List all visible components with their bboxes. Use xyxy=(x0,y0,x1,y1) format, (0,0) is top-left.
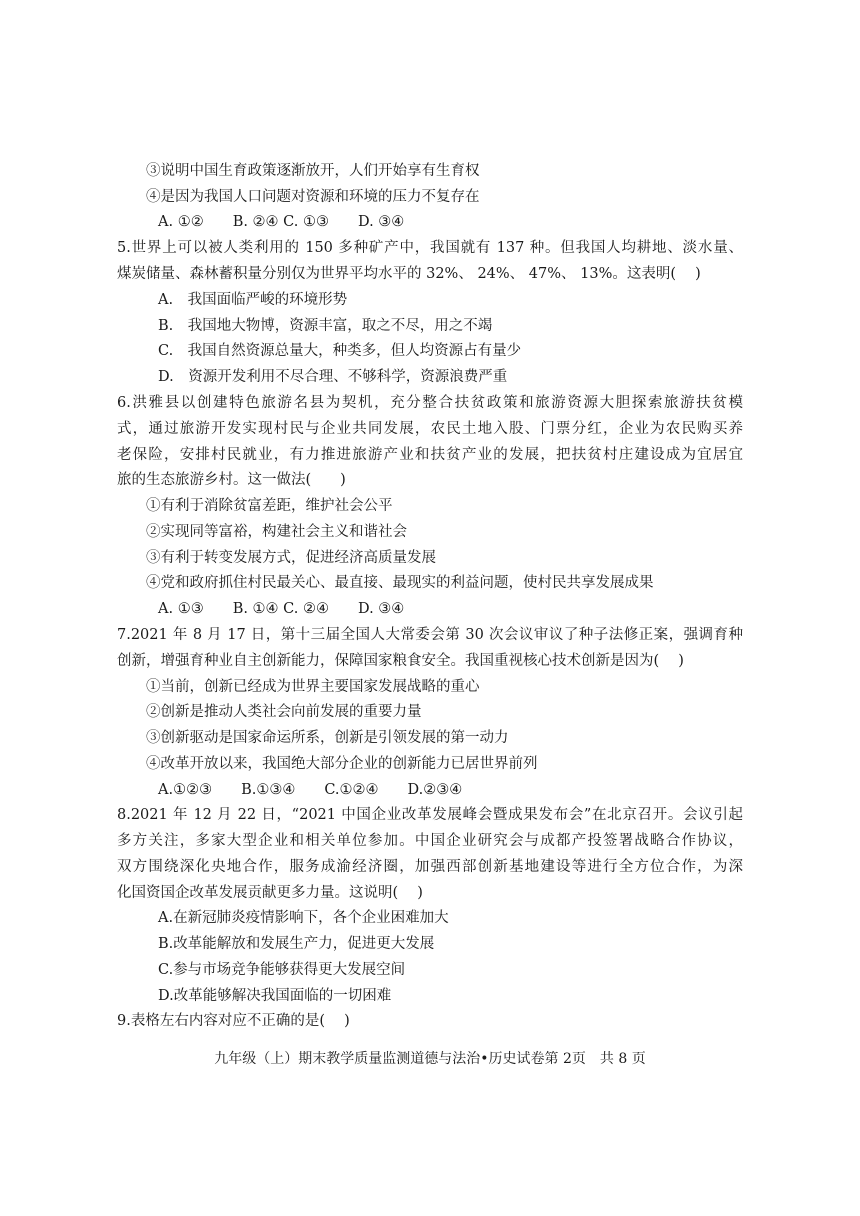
q7-options: A.①②③ B.①③④ C.①②④ D.②③④ xyxy=(158,782,463,798)
q8-option-c: C.参与市场竞争能够获得更大发展空间 xyxy=(158,962,406,978)
q7-stem-line-2: 创新，增强育种业自主创新能力，保障国家粮食安全。我国重视核心技术创新是因为( ) xyxy=(117,653,684,669)
q8-stem-line-2: 多方关注，多家大型企业和相关单位参加。中国企业研究会与成都产投签署战略合作协议， xyxy=(117,833,743,849)
q8-stem-line-3: 双方围绕深化央地合作，服务成渝经济圈，加强西部创新基地建设等进行全方位合作，为深 xyxy=(117,859,743,875)
q6-stem-line-4: 旅的生态旅游乡村。这一做法( ) xyxy=(117,472,346,488)
q7-stem-line-1: 7.2021 年 8 月 17 日，第十三届全国人大常委会第 30 次会议审议了种子法修正案，强调育种 xyxy=(117,627,743,643)
q8-option-b: B.改革能解放和发展生产力，促进更大发展 xyxy=(158,936,435,952)
q8-option-a: A.在新冠肺炎疫情影响下，各个企业困难加大 xyxy=(158,910,449,926)
q6-item-2: ②实现同等富裕，构建社会主义和谐社会 xyxy=(146,524,407,540)
q8-option-d: D.改革能够解决我国面临的一切困难 xyxy=(158,988,392,1004)
q8-stem-line-1: 8.2021 年 12 月 22 日，“2021 中国企业改革发展峰会暨成果发布会”在北京召开。会议引起 xyxy=(117,807,743,823)
q9-stem: 9.表格左右内容对应不正确的是( ) xyxy=(117,1013,350,1029)
q5-option-c: C. 我国自然资源总量大，种类多，但人均资源占有量少 xyxy=(158,343,522,359)
q5-stem-line-2: 煤炭储量、森林蓄积量分别仅为世界平均水平的 32%、 24%、 47%、 13%。这表明( ) xyxy=(117,266,701,282)
q5-option-a: A. 我国面临严峻的环境形势 xyxy=(158,292,348,308)
q5-option-d: D. 资源开发利用不尽合理、不够科学，资源浪费严重 xyxy=(158,369,508,385)
q6-stem-line-3: 老保险，安排村民就业，有力推进旅游产业和扶贫产业的发展，把扶贫村庄建设成为宜居宜 xyxy=(117,447,743,463)
q7-item-2: ②创新是推动人类社会向前发展的重要力量 xyxy=(146,704,422,720)
q6-item-3: ③有利于转变发展方式，促进经济高质量发展 xyxy=(146,550,436,566)
q5-option-b: B. 我国地大物博，资源丰富，取之不尽，用之不竭 xyxy=(158,318,493,334)
q6-stem-line-1: 6.洪雅县以创建特色旅游名县为契机，充分整合扶贫政策和旅游资源大胆探索旅游扶贫模 xyxy=(117,395,743,411)
page-footer: 九年级（上）期末教学质量监测道德与法治•历史试卷第 2页 共 8 页 xyxy=(214,1051,646,1067)
q6-options: A. ①③ B. ①④ C. ②④ D. ③④ xyxy=(158,601,405,617)
q7-item-3: ③创新驱动是国家命运所系，创新是引领发展的第一动力 xyxy=(146,730,509,746)
q7-item-4: ④改革开放以来，我国绝大部分企业的创新能力已居世界前列 xyxy=(146,756,538,772)
q6-item-4: ④党和政府抓住村民最关心、最直接、最现实的利益问题，使村民共享发展成果 xyxy=(146,575,654,591)
q5-stem-line-1: 5.世界上可以被人类利用的 150 多种矿产中，我国就有 137 种。但我国人均耕地、淡水量、 xyxy=(117,240,743,256)
q6-stem-line-2: 式，通过旅游开发实现村民与企业共同发展，农民土地入股、门票分红，企业为农民购买养 xyxy=(117,421,743,437)
q4-item-3: ③说明中国生育政策逐渐放开，人们开始享有生育权 xyxy=(146,163,480,179)
q8-stem-line-4: 化国资国企改革发展贡献更多力量。这说明( ) xyxy=(117,885,423,901)
q4-options: A. ①② B. ②④ C. ①③ D. ③④ xyxy=(158,214,405,230)
q4-item-4: ④是因为我国人口问题对资源和环境的压力不复存在 xyxy=(146,189,480,205)
q7-item-1: ①当前，创新已经成为世界主要国家发展战略的重心 xyxy=(146,679,480,695)
q6-item-1: ①有利于消除贫富差距，维护社会公平 xyxy=(146,498,393,514)
